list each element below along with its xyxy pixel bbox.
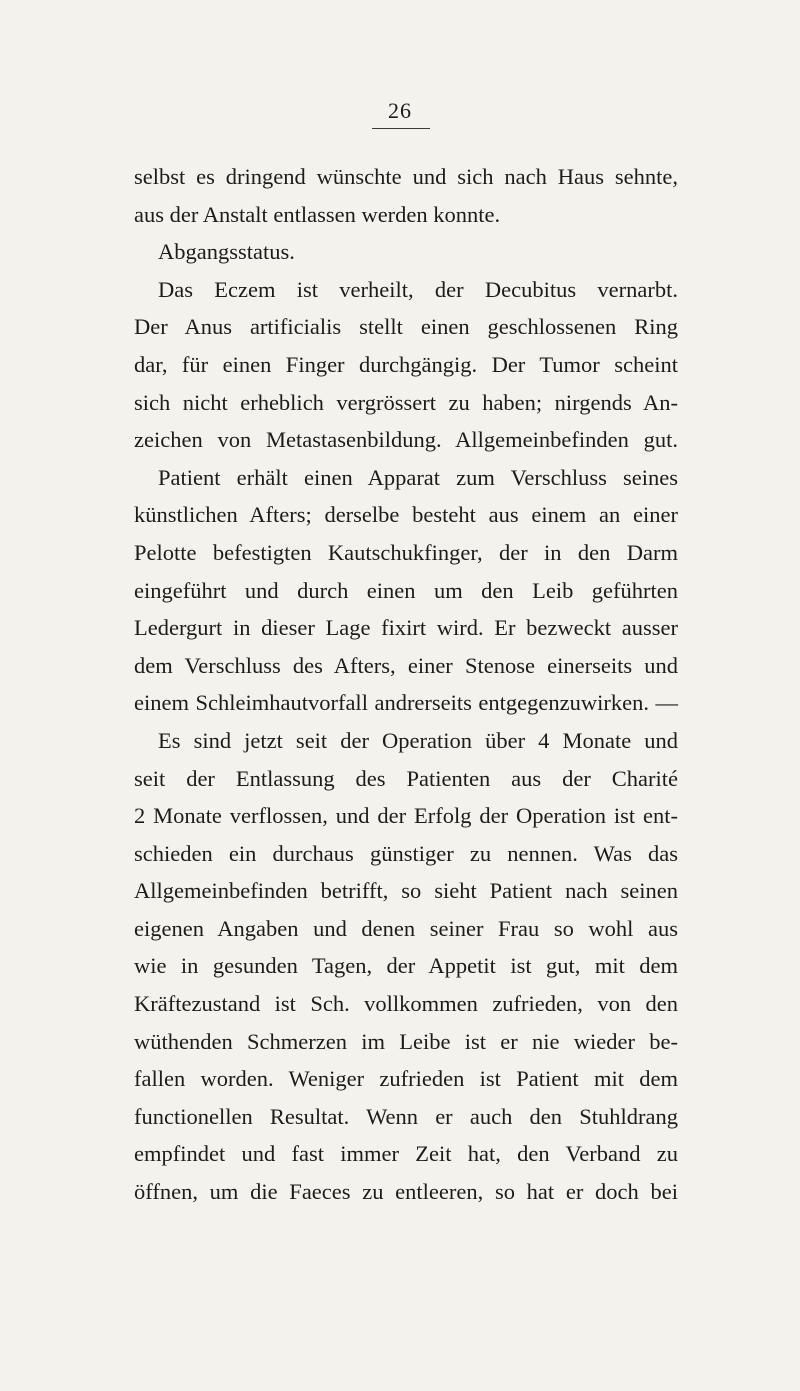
text-line: öffnen, um die Faeces zu entleeren, so hat er doch bei bbox=[134, 1179, 678, 1205]
text-line: Kräftezustand ist Sch. vollkommen zufrieden, von den bbox=[134, 991, 678, 1017]
text-line: Pelotte befestigten Kautschukfinger, der in den Darm bbox=[134, 539, 678, 565]
text-line: empfindet und fast immer Zeit hat, den Verband zu bbox=[134, 1141, 678, 1167]
text-line: seit der Entlassung des Patienten aus der Charité bbox=[134, 765, 678, 791]
text-line: Patient erhält einen Apparat zum Verschluss seines bbox=[158, 464, 678, 490]
text-line: zeichen von Metastasenbildung. Allgemeinbefinden gut. bbox=[134, 427, 678, 453]
text-line: functionellen Resultat. Wenn er auch den Stuhldrang bbox=[134, 1103, 678, 1129]
text-line: Das Eczem ist verheilt, der Decubitus vernarbt. bbox=[158, 276, 678, 302]
body-text bbox=[134, 158, 678, 1211]
text-line: aus der Anstalt entlassen werden konnte. bbox=[134, 201, 501, 227]
text-line: sich nicht erheblich vergrössert zu haben; nirgends An- bbox=[134, 389, 678, 415]
text-line: eingeführt und durch einen um den Leib geführten bbox=[134, 577, 678, 603]
text-line: Der Anus artificialis stellt einen geschlossenen Ring bbox=[134, 314, 678, 340]
text-line: eigenen Angaben und denen seiner Frau so wohl aus bbox=[134, 915, 678, 941]
text-line: 2 Monate verflossen, und der Erfolg der Operation ist ent- bbox=[134, 803, 678, 829]
text-line: künstlichen Afters; derselbe besteht aus einem an einer bbox=[134, 502, 678, 528]
text-line: selbst es dringend wünschte und sich nach Haus sehnte, bbox=[134, 164, 678, 189]
text-line: Ledergurt in dieser Lage fixirt wird. Er bezweckt ausser bbox=[134, 615, 678, 641]
text-line: fallen worden. Weniger zufrieden ist Patient mit dem bbox=[134, 1066, 678, 1092]
text-line: dem Verschluss des Afters, einer Stenose einerseits und bbox=[134, 652, 678, 678]
text-line: wie in gesunden Tagen, der Appetit ist gut, mit dem bbox=[134, 953, 678, 979]
text-line: einem Schleimhautvorfall andrerseits entgegenzuwirken. — bbox=[134, 690, 678, 716]
text-line: Abgangsstatus. bbox=[158, 239, 295, 265]
text-line: dar, für einen Finger durchgängig. Der Tumor scheint bbox=[134, 351, 678, 377]
text-line: Allgemeinbefinden betrifft, so sieht Patient nach seinen bbox=[134, 878, 678, 904]
text-line: schieden ein durchaus günstiger zu nennen. Was das bbox=[134, 840, 678, 866]
text-line: wüthenden Schmerzen im Leibe ist er nie wieder be- bbox=[134, 1028, 678, 1054]
page-number: 26 bbox=[388, 98, 412, 123]
page-number-rule bbox=[372, 128, 430, 129]
text-line: Es sind jetzt seit der Operation über 4 Monate und bbox=[158, 727, 678, 753]
